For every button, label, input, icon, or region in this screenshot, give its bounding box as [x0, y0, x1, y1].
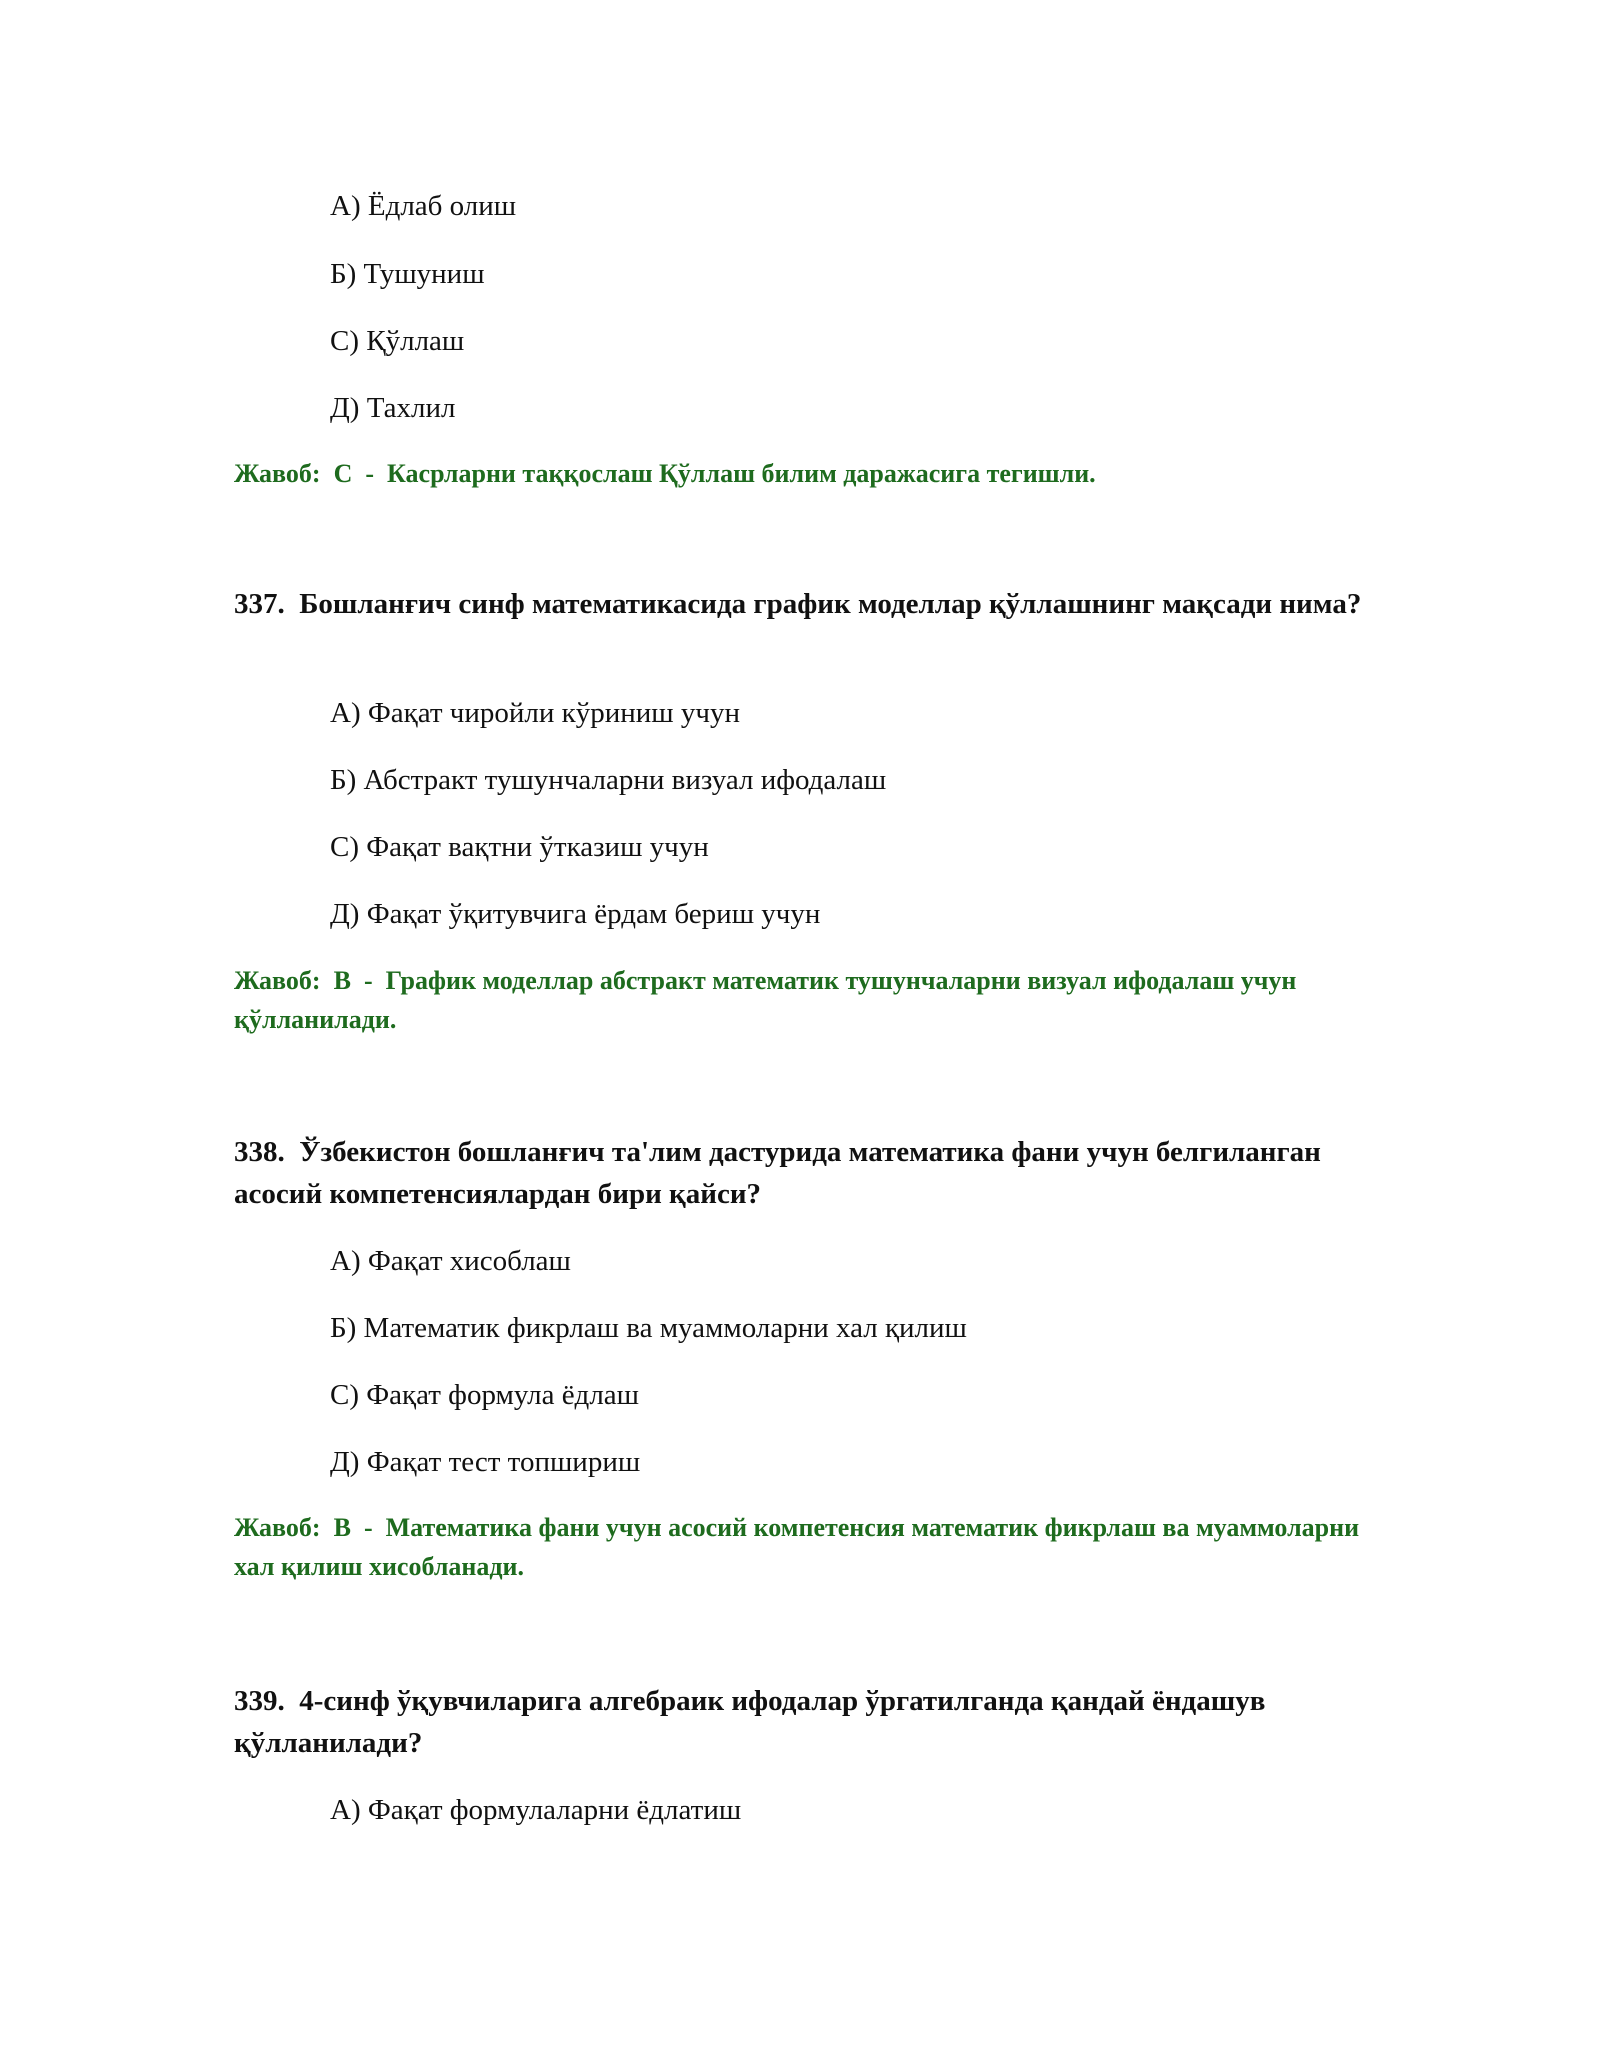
answer-label: Жавоб: [234, 459, 321, 488]
option-b: Б) Тушуниш [330, 258, 485, 290]
answer-dash: - [363, 1513, 373, 1542]
answer-text: График моделлар абстракт математик тушунчаларни визуал ифодалаш учун қўлланилади. [234, 966, 1297, 1034]
answer-line [234, 454, 1364, 493]
question-text: Бошланғич синф математикасида график моделлар қўллашнинг мақсади нима? [299, 588, 1362, 620]
question-number: 339. [234, 1685, 285, 1717]
answer-text: Касрларни таққослаш Қўллаш билим даражасига тегишли. [387, 459, 1096, 488]
answer-label: Жавоб: [234, 1513, 321, 1542]
option-c: С) Қўллаш [330, 325, 465, 357]
answer-letter: С [333, 459, 353, 488]
question-339 [234, 1680, 1364, 1764]
option-c: С) Фақат вақтни ўтказиш учун [330, 831, 709, 863]
answer-letter: B [333, 1513, 351, 1542]
option-a: А) Фақат чиройли кўриниш учун [330, 697, 740, 729]
answer-letter: B [333, 966, 351, 995]
option-d: Д) Фақат ўқитувчига ёрдам бериш учун [330, 898, 821, 930]
question-338 [234, 1131, 1364, 1215]
option-b: Б) Математик фикрлаш ва муаммоларни хал қилиш [330, 1312, 967, 1344]
option-d: Д) Фақат тест топшириш [330, 1446, 641, 1478]
option-c: С) Фақат формула ёдлаш [330, 1379, 639, 1411]
option-a: А) Ёдлаб олиш [330, 190, 517, 222]
answer-label: Жавоб: [234, 966, 321, 995]
answer-dash: - [363, 966, 373, 995]
option-a: А) Фақат хисоблаш [330, 1245, 571, 1277]
answer-dash: - [365, 459, 375, 488]
question-text: Ўзбекистон бошланғич та'лим дастурида математика фани учун белгиланган асосий компетенсиялардан бири қайси? [234, 1136, 1321, 1210]
answer-line [234, 961, 1364, 1039]
option-a: А) Фақат формулаларни ёдлатиш [330, 1794, 742, 1826]
question-number: 338. [234, 1136, 285, 1168]
question-337 [234, 583, 1364, 625]
question-text: 4-синф ўқувчиларига алгебраик ифодалар ўргатилганда қандай ёндашув қўлланилади? [234, 1685, 1266, 1759]
answer-line [234, 1508, 1364, 1586]
option-b: Б) Абстракт тушунчаларни визуал ифодалаш [330, 764, 887, 796]
question-number: 337. [234, 588, 285, 620]
option-d: Д) Тахлил [330, 392, 456, 424]
answer-text: Математика фани учун асосий компетенсия математик фикрлаш ва муаммоларни хал қилиш хисобланади. [234, 1513, 1360, 1581]
